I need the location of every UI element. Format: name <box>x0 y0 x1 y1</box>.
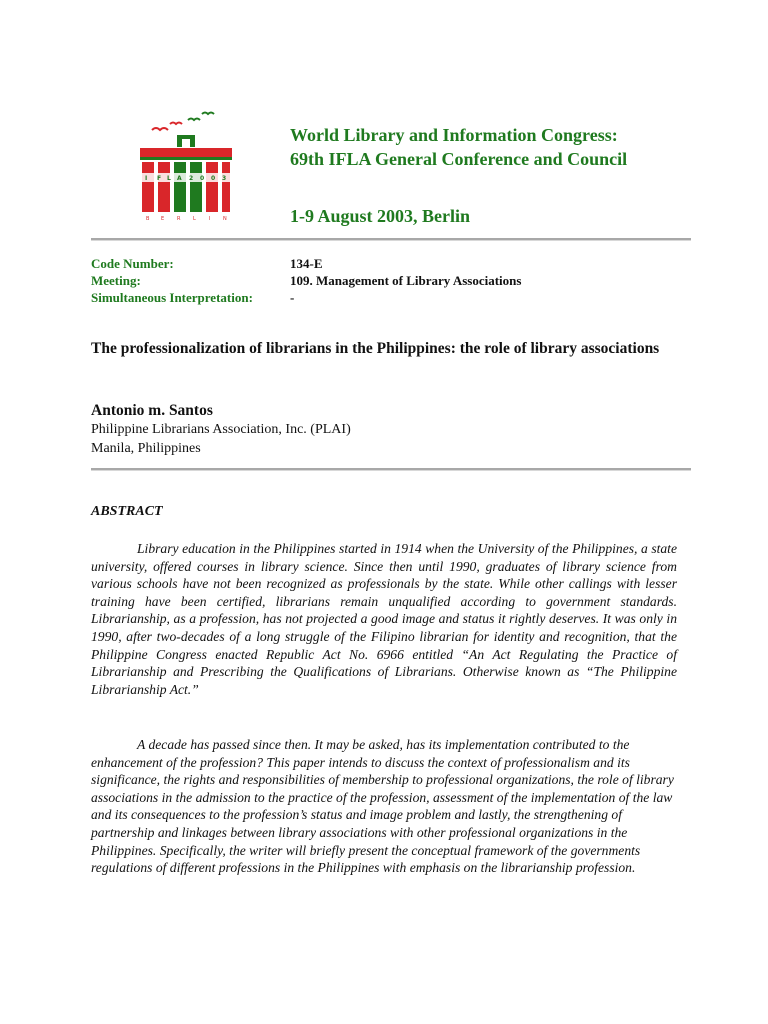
meta-simultaneous-interpretation <box>91 289 691 306</box>
svg-text:N: N <box>223 216 227 222</box>
meta-code-number <box>91 255 691 272</box>
congress-date: 1-9 August 2003, Berlin <box>290 206 471 226</box>
svg-text:0: 0 <box>211 175 216 182</box>
abstract-paragraph-1: Library education in the Philippines started in 1914 when the University of the Philippines, a state university, offered courses in library science. Since then until 1990, graduates of library science from various schools have not been recognized as professionals by the state. While other callings with lesser training have been certified, librarians remain unqualified according to government standards. Librarianship, as a profession, has not projected a good image and status it rightly deserves. It was only in 1990, after two-decades of a long struggle of the Filipino librarian for identity and recognition, that the Philippine Congress enacted Republic Act No. 6966 entitled “An Act Regulating the Practice of Librarianship and Prescribing the Qualifications of Librarians. Otherwise known as “The Philippine Librarianship Act.” <box>91 541 677 697</box>
congress-title <box>290 123 750 171</box>
abstract-heading: ABSTRACT <box>91 504 163 519</box>
meta-label: Code Number: <box>91 256 174 271</box>
divider-top <box>91 238 691 241</box>
meta-label: Simultaneous Interpretation: <box>91 290 253 305</box>
meta-meeting <box>91 272 691 289</box>
svg-text:3: 3 <box>222 175 227 182</box>
svg-text:I: I <box>209 216 211 222</box>
divider-bottom <box>91 468 691 471</box>
abstract-paragraph-2: A decade has passed since then. It may be asked, has its implementation contributed to the enhancement of the profession? This paper intends to discuss the context of professionalism and its significance, the rights and responsibilities of membership to professional organizations, the role of library associations in the admission to the practice of the profession, assessment of the implementation of the law and its consequences to the profession’s status and image problem and lastly, the strengthening of partnership and linkages between library associations with other professional organizations in the Philippines. Specifically, the writer will briefly present the conceptual framework of the governments regulations of different professions in the Philippines with emphasis on the librarianship profession. <box>91 737 674 876</box>
svg-text:E: E <box>161 216 165 222</box>
meta-label: Meeting: <box>91 273 141 288</box>
author-location: Manila, Philippines <box>91 441 201 456</box>
svg-text:I: I <box>145 175 148 182</box>
author-name: Antonio m. Santos <box>91 402 213 419</box>
meta-value: 109. Management of Library Associations <box>290 273 522 288</box>
meta-value: 134-E <box>290 256 323 271</box>
meta-value: - <box>290 290 295 305</box>
bird-icon <box>188 119 200 121</box>
ifla-berlin-logo <box>130 100 242 222</box>
bird-icon <box>152 128 168 130</box>
svg-text:A: A <box>177 175 182 182</box>
svg-text:L: L <box>167 175 171 182</box>
svg-text:L: L <box>193 216 196 222</box>
svg-text:R: R <box>177 216 181 222</box>
paper-title: The professionalization of librarians in the Philippines: the role of library associations <box>91 340 660 357</box>
author-affiliation: Philippine Librarians Association, Inc. (PLAI) <box>91 422 351 437</box>
congress-title-line-2: 69th IFLA General Conference and Council <box>290 149 628 169</box>
congress-title-line-1: World Library and Information Congress: <box>290 125 618 145</box>
svg-text:B: B <box>146 216 150 222</box>
bird-icon <box>202 113 214 115</box>
svg-text:F: F <box>157 175 162 182</box>
bird-icon <box>170 123 182 125</box>
svg-text:0: 0 <box>200 175 205 182</box>
svg-text:2: 2 <box>189 175 194 182</box>
